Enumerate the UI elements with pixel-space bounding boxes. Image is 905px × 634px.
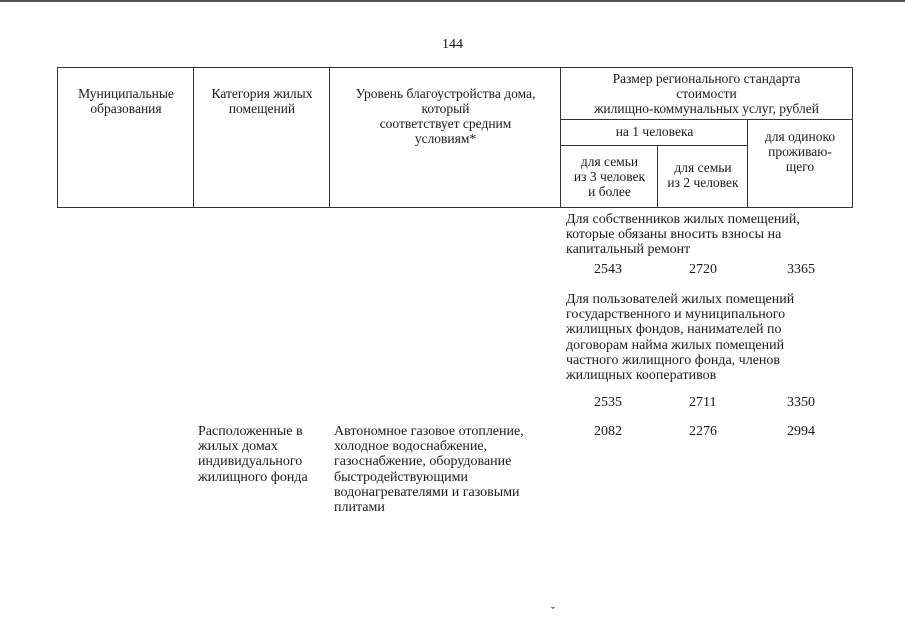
top-border-rule bbox=[0, 0, 905, 2]
header-family-2: для семьи из 2 человек bbox=[657, 145, 748, 208]
header-municipal: Муниципальные образования bbox=[57, 67, 194, 208]
header-single: для одиноко проживаю- щего bbox=[747, 119, 853, 208]
header-per-person: на 1 человека bbox=[560, 119, 748, 146]
header-level: Уровень благоустройства дома, который соответствует средним условиям* bbox=[329, 67, 561, 208]
users-family-2-value: 2711 bbox=[689, 395, 717, 410]
users-family-3-value: 2535 bbox=[594, 395, 622, 410]
owners-family-2-value: 2720 bbox=[689, 262, 717, 277]
owners-family-3-value: 2543 bbox=[594, 262, 622, 277]
row-individual-category: Расположенные в жилых домах индивидуального жилищного фонда bbox=[198, 424, 308, 485]
section-users-text: Для пользователей жилых помещений государственного и муниципального жилищных фондов, нанимателей по договорам найма жилых помещений частного жилищного фонда, членов жилищных кооперативов bbox=[566, 292, 795, 384]
individual-single-value: 2994 bbox=[787, 424, 815, 439]
header-category: Категория жилых помещений bbox=[193, 67, 330, 208]
individual-family-2-value: 2276 bbox=[689, 424, 717, 439]
section-owners-text: Для собственников жилых помещений, которые обязаны вносить взносы на капитальный ремонт bbox=[566, 212, 800, 258]
users-single-value: 3350 bbox=[787, 395, 815, 410]
row-individual-level: Автономное газовое отопление, холодное водоснабжение, газоснабжение, оборудование быстродействующими водонагревателями и газовыми плитами bbox=[334, 424, 524, 516]
table-header bbox=[57, 67, 853, 208]
header-family-3: для семьи из 3 человек и более bbox=[560, 145, 658, 208]
individual-family-3-value: 2082 bbox=[594, 424, 622, 439]
owners-single-value: 3365 bbox=[787, 262, 815, 277]
stray-mark: ˇ bbox=[551, 604, 555, 618]
page-number: 144 bbox=[442, 37, 463, 52]
header-standard-size: Размер регионального стандарта стоимости жилищно-коммунальных услуг, рублей bbox=[560, 67, 853, 120]
